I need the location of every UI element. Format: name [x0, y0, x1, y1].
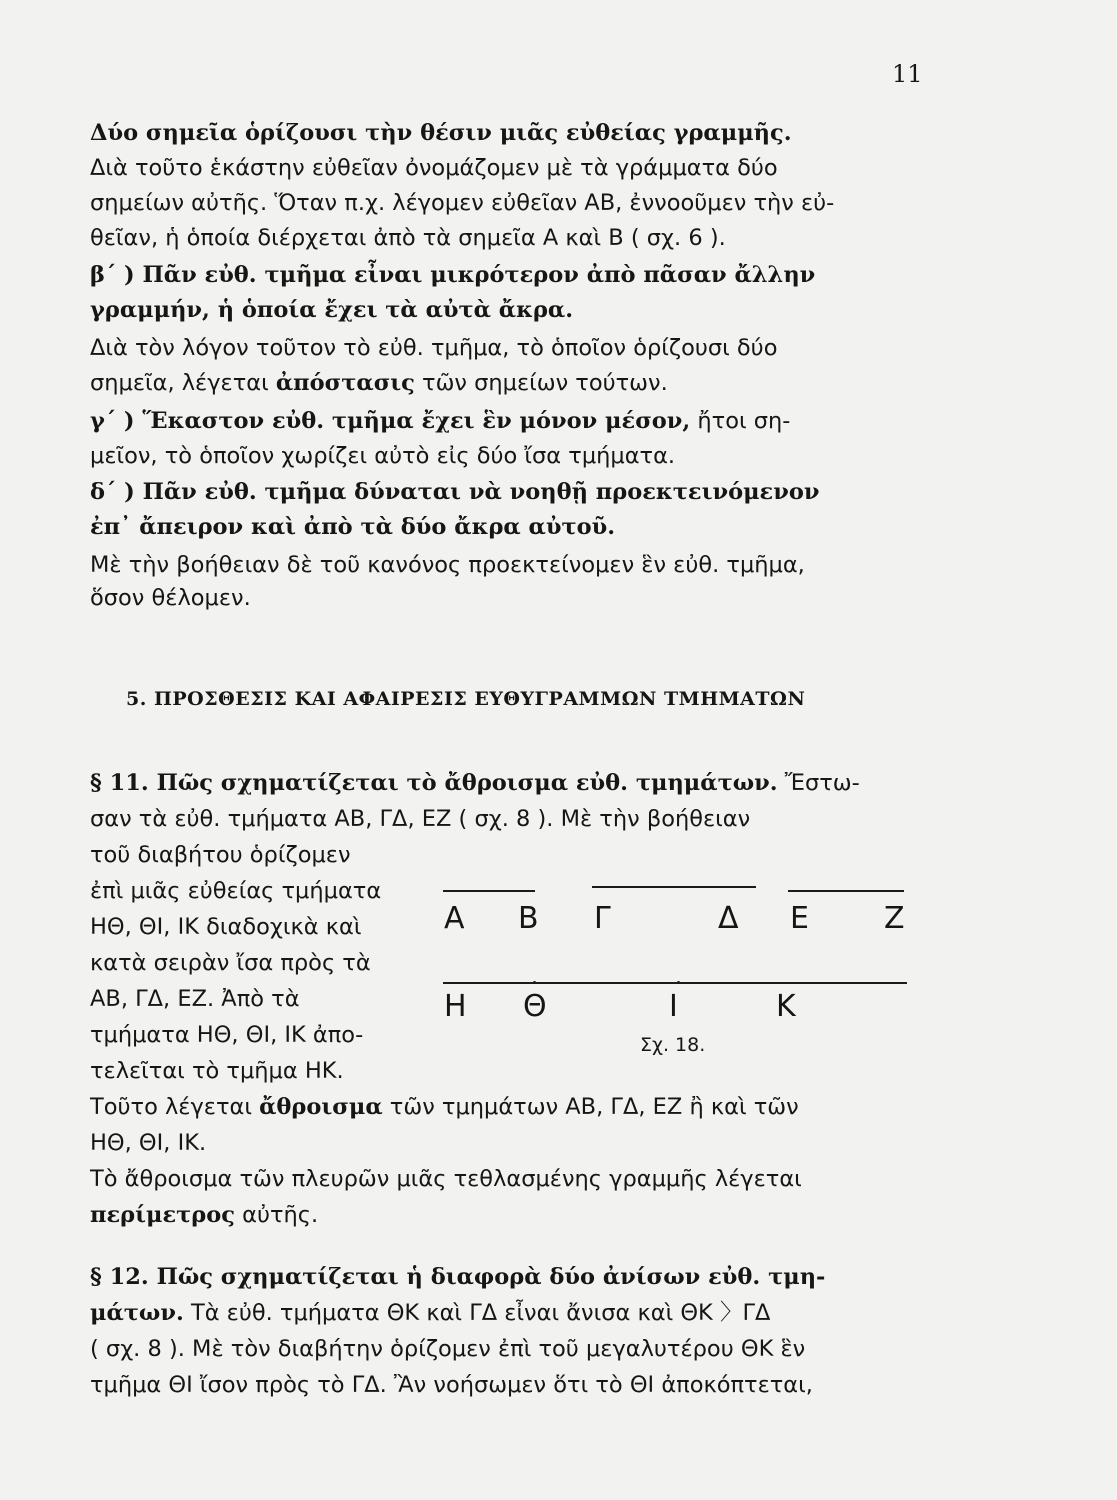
text-line-pre: θεῖαν, ἡ ὁποία διέρχεται ἀπὸ τὰ σημεῖα Α καὶ Β ( σχ. 6 ).: [90, 225, 726, 251]
perimeter-line-1: Τὸ ἄθροισμα τῶν πλευρῶν μιᾶς τεθλασμένης γραμμῆς λέγεται: [90, 1166, 802, 1192]
label-k: Κ: [776, 989, 796, 1024]
sec11-title: § 11. Πῶς σχηματίζεται τὸ ἄθροισμα εὐθ. τμημάτων.: [90, 770, 778, 796]
text-line: [90, 188, 926, 218]
text-line: [90, 223, 926, 253]
text-line-pre: ὅσον θέλομεν.: [90, 585, 251, 611]
sec11-narrow-5: ΑΒ, ΓΔ, ΕΖ. Ἀπὸ τὰ: [90, 986, 300, 1012]
sec11-line-2: σαν τὰ εὐθ. τμήματα ΑΒ, ΓΔ, ΕΖ ( σχ. 8 ). Μὲ τὴν βοήθειαν: [90, 806, 751, 832]
perimeter-post: αὐτῆς.: [234, 1202, 319, 1228]
segment-gd: [592, 886, 756, 888]
section-heading: 5. ΠΡΟΣΘΕΣΙΣ ΚΑΙ ΑΦΑΙΡΕΣΙΣ ΕΥΘΥΓΡΑΜΜΩΝ ΤΜΗΜΑΤΩΝ: [126, 688, 806, 710]
sum-line-2: ΗΘ, ΘΙ, ΙΚ.: [90, 1130, 207, 1156]
sec11-line-1: [90, 768, 926, 798]
text-line: [90, 406, 926, 436]
sec12-line-3: ( σχ. 8 ). Μὲ τὸν διαβήτην ὁρίζομεν ἐπὶ τοῦ μεγαλυτέρου ΘΚ ἓν: [90, 1336, 806, 1362]
text-line-bold: ἐπ᾽ ἄπειρον καὶ ἀπὸ τὰ δύο ἄκρα αὐτοῦ.: [90, 514, 616, 540]
sum-pre: Τοῦτο λέγεται: [90, 1094, 260, 1120]
label-h: Η: [444, 989, 467, 1024]
text-line-pre: σημεῖα, λέγεται: [90, 370, 276, 396]
text-line-pre: μεῖον, τὸ ὁποῖον χωρίζει αὐτὸ εἰς δύο ἴσα τμήματα.: [90, 443, 676, 469]
text-line: [90, 550, 926, 580]
text-line: [90, 368, 926, 398]
segment-hk: [443, 982, 907, 984]
sec11-narrow-1: τοῦ διαβήτου ὁρίζομεν: [90, 842, 351, 868]
text-line-pre: σημείων αὐτῆς. Ὅταν π.χ. λέγομεν εὐθεῖαν ΑΒ, ἐννοοῦμεν τὴν εὐ-: [90, 190, 835, 216]
text-line: [90, 260, 926, 290]
text-line-bold: γ΄ ) Ἕκαστον εὐθ. τμῆμα ἔχει ἓν μόνον μέσον,: [90, 408, 691, 434]
sec12-line-2: [90, 1298, 926, 1328]
text-line: [90, 512, 926, 542]
segment-ab: [443, 890, 535, 892]
point-iota: [677, 981, 680, 984]
sec12-line-4: τμῆμα ΘΙ ἴσον πρὸς τὸ ΓΔ. Ἂν νοήσωμεν ὅτι τὸ ΘΙ ἀποκόπτεται,: [90, 1372, 813, 1398]
text-line-pre: Διὰ τοῦτο ἑκάστην εὐθεῖαν ὀνομάζομεν μὲ τὰ γράμματα δύο: [90, 155, 778, 181]
point-theta: [533, 981, 536, 984]
figure-caption: Σχ. 18.: [640, 1034, 706, 1056]
text-line: [90, 295, 926, 325]
text-line-pre: Μὲ τὴν βοήθειαν δὲ τοῦ κανόνος προεκτείνομεν ἓν εὐθ. τμῆμα,: [90, 552, 805, 578]
term-perimeter: περίμετρος: [90, 1202, 235, 1228]
text-line: [90, 441, 926, 471]
page-number: 11: [892, 60, 923, 88]
label-a: Α: [444, 901, 465, 936]
label-z: Ζ: [884, 901, 905, 936]
sum-line-1: [90, 1092, 926, 1122]
text-line-bold: ἀπόστασις: [275, 370, 415, 396]
label-b: Β: [518, 901, 539, 936]
perimeter-line-2: [90, 1200, 926, 1230]
sec12-title-end: μάτων.: [90, 1300, 184, 1326]
label-g: Γ: [594, 901, 611, 936]
sec11-narrow-2: ἐπὶ μιᾶς εὐθείας τμήματα: [90, 878, 382, 904]
text-line: [90, 583, 926, 613]
label-e: Ε: [790, 901, 809, 936]
sec12-line-2-tail: Τὰ εὐθ. τμήματα ΘΚ καὶ ΓΔ εἶναι ἄνισα καὶ ΘΚ 〉ΓΔ: [183, 1300, 771, 1326]
sec11-narrow-3: ΗΘ, ΘΙ, ΙΚ διαδοχικὰ καὶ: [90, 914, 362, 940]
text-line-post: τῶν σημείων τούτων.: [414, 370, 668, 396]
sec12-title: § 12. Πῶς σχηματίζεται ἡ διαφορὰ δύο ἀνίσων εὐθ. τμη-: [90, 1264, 826, 1290]
text-line-bold: δ΄ ) Πᾶν εὐθ. τμῆμα δύναται νὰ νοηθῇ προεκτεινόμενον: [90, 479, 820, 505]
label-theta: Θ: [523, 989, 547, 1024]
text-line-pre: Διὰ τὸν λόγον τοῦτον τὸ εὐθ. τμῆμα, τὸ ὁποῖον ὁρίζουσι δύο: [90, 335, 778, 361]
text-line-post: ἤτοι ση-: [690, 408, 791, 434]
sec11-narrow-7: τελεῖται τὸ τμῆμα ΗΚ.: [90, 1058, 344, 1084]
sum-post: τῶν τμημάτων ΑΒ, ΓΔ, ΕΖ ἢ καὶ τῶν: [382, 1094, 799, 1120]
term-sum: ἄθροισμα: [259, 1094, 383, 1120]
text-line-bold: β΄ ) Πᾶν εὐθ. τμῆμα εἶναι μικρότερον ἀπὸ πᾶσαν ἄλλην: [90, 262, 816, 288]
sec11-narrow-6: τμήματα ΗΘ, ΘΙ, ΙΚ ἀπο-: [90, 1022, 364, 1048]
text-line: [90, 153, 926, 183]
text-line: [90, 118, 926, 148]
text-line-bold: Δύο σημεῖα ὁρίζουσι τὴν θέσιν μιᾶς εὐθείας γραμμῆς.: [90, 120, 792, 146]
label-iota: Ι: [669, 989, 678, 1024]
text-line: [90, 333, 926, 363]
sec12-line-1: [90, 1262, 926, 1292]
sec11-line-1-tail: Ἔστω-: [777, 770, 860, 796]
text-line: [90, 477, 926, 507]
sec11-narrow-4: κατὰ σειρὰν ἴσα πρὸς τὰ: [90, 950, 371, 976]
text-line-bold: γραμμήν, ἡ ὁποία ἔχει τὰ αὐτὰ ἄκρα.: [90, 297, 574, 323]
label-d: Δ: [718, 901, 739, 936]
segment-ez: [788, 890, 904, 892]
